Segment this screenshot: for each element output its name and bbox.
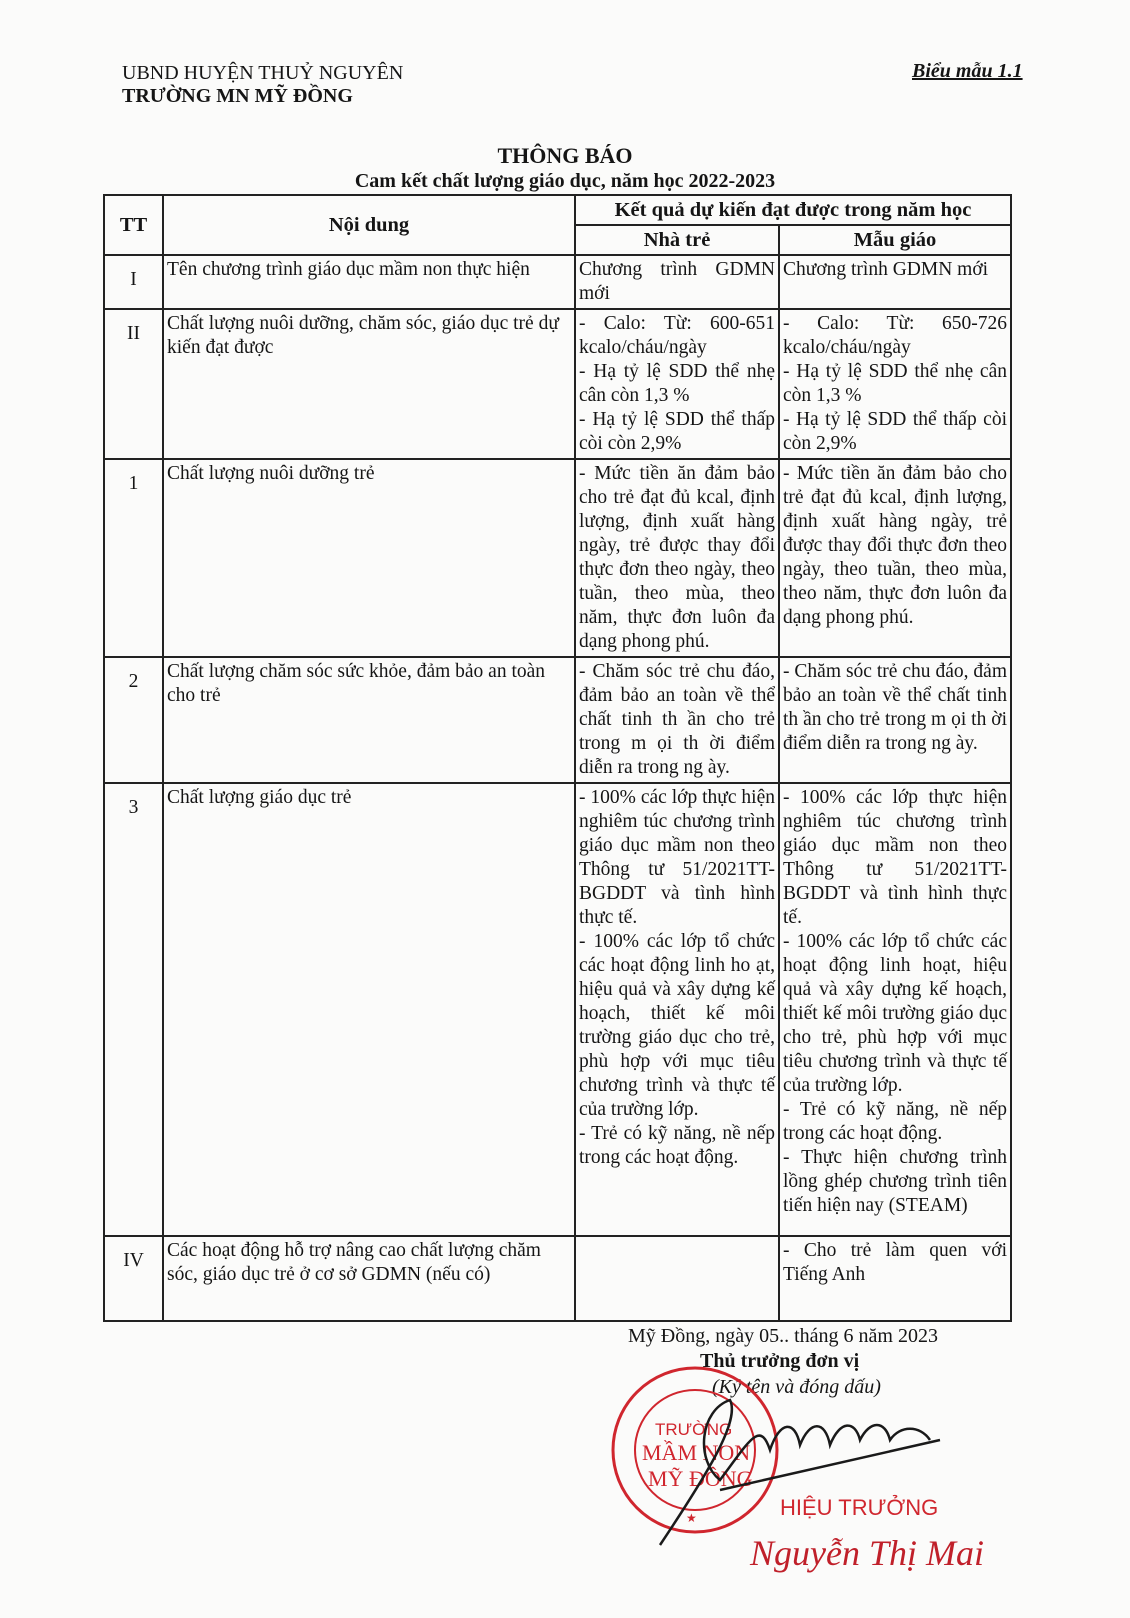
header-content: Nội dung	[163, 195, 575, 255]
school-name: TRƯỜNG MN MỸ ĐỒNG	[122, 85, 353, 107]
document-subtitle: Cam kết chất lượng giáo dục, năm học 2022-2023	[354, 170, 776, 192]
kindergarten-cell	[779, 255, 1011, 309]
kindergarten-item: - Calo: Từ: 650-726 kcalo/cháu/ngày	[783, 313, 1007, 358]
nursery-cell	[575, 459, 779, 657]
kindergarten-item: - Hạ tỷ lệ SDD thể nhẹ cân còn 1,3 %	[783, 361, 1007, 406]
kindergarten-cell	[779, 459, 1011, 657]
table-row	[104, 1236, 1011, 1321]
kindergarten-item: - Cho trẻ làm quen với Tiếng Anh	[783, 1240, 1007, 1285]
kindergarten-item: - 100% các lớp thực hiện nghiêm túc chương trình giáo dục mầm non theo Thông tư 51/2021TT-BGDDT và tình hình thực tế.	[783, 787, 1007, 928]
nursery-cell	[575, 255, 779, 309]
nursery-item: Chương trình GDMN mới	[579, 259, 775, 304]
agency-name: UBND HUYỆN THUỶ NGUYÊN	[122, 62, 404, 84]
principal-title: HIỆU TRƯỞNG	[780, 1495, 939, 1520]
svg-text:MỸ ĐỒNG: MỸ ĐỒNG	[648, 1466, 753, 1491]
kindergarten-item: - Mức tiền ăn đảm bảo cho trẻ đạt đủ kcal, định lượng, định xuất hàng ngày, trẻ được thay đổi thực đơn theo ngày, theo tuần, theo mùa, theo năm, thực đơn luôn đa dạng phong phú.	[783, 463, 1007, 628]
kindergarten-cell	[779, 1236, 1011, 1321]
table-row	[104, 783, 1011, 1236]
kindergarten-item: - Trẻ có kỹ năng, nề nếp trong các hoạt động.	[783, 1099, 1007, 1144]
row-number: 2	[104, 657, 163, 783]
stamp-icon	[613, 1368, 777, 1532]
header-results: Kết quả dự kiến đạt được trong năm học	[575, 195, 1011, 225]
table-row	[104, 657, 1011, 783]
header-nursery: Nhà trẻ	[575, 225, 779, 255]
kindergarten-item: - Chăm sóc trẻ chu đáo, đảm bảo an toàn về thể chất tinh th ần cho trẻ trong m ọi th ời điểm diễn ra trong ng ày.	[783, 661, 1007, 754]
nursery-cell	[575, 309, 779, 459]
row-number: IV	[104, 1236, 163, 1321]
header-kindergarten: Mẫu giáo	[779, 225, 1011, 255]
row-content: Các hoạt động hỗ trợ nâng cao chất lượng chăm sóc, giáo dục trẻ ở cơ sở GDMN (nếu có)	[163, 1236, 575, 1321]
table-row	[104, 255, 1011, 309]
nursery-cell	[575, 657, 779, 783]
table-row	[104, 309, 1011, 459]
form-number: Biểu mẫu 1.1	[912, 60, 1023, 82]
nursery-item: - Chăm sóc trẻ chu đáo, đảm bảo an toàn về thể chất tinh th ần cho trẻ trong m ọi th ời điểm diễn ra trong ng ày.	[579, 661, 775, 778]
nursery-item: - Trẻ có kỹ năng, nề nếp trong các hoạt động.	[579, 1123, 775, 1168]
table-row	[104, 459, 1011, 657]
kindergarten-item: Chương trình GDMN mới	[783, 259, 989, 280]
school-stamp-and-signature	[600, 1340, 1020, 1600]
kindergarten-cell	[779, 783, 1011, 1236]
row-number: 3	[104, 783, 163, 1236]
nursery-item: - Hạ tỷ lệ SDD thể nhẹ cân còn 1,3 %	[579, 361, 775, 406]
commitment-table	[103, 194, 1012, 1322]
nursery-cell	[575, 783, 779, 1236]
row-content: Chất lượng nuôi dưỡng, chăm sóc, giáo dục trẻ dự kiến đạt được	[163, 309, 575, 459]
nursery-item: - Mức tiền ăn đảm bảo cho trẻ đạt đủ kcal, định lượng, định xuất hàng ngày, trẻ được thay đổi thực đơn theo ngày, theo tuần, theo mùa, theo năm, thực đơn luôn đa dạng phong phú.	[579, 463, 775, 652]
nursery-item: - Hạ tỷ lệ SDD thể thấp còi còn 2,9%	[579, 409, 775, 454]
row-content: Chất lượng nuôi dưỡng trẻ	[163, 459, 575, 657]
kindergarten-item: - Hạ tỷ lệ SDD thể thấp còi còn 2,9%	[783, 409, 1007, 454]
svg-text:TRƯỜNG: TRƯỜNG	[655, 1420, 733, 1439]
date-line: Mỹ Đồng, ngày 05.. tháng 6 năm 2023	[628, 1325, 938, 1347]
header-tt: TT	[104, 195, 163, 255]
kindergarten-item: - 100% các lớp tổ chức các hoạt động linh hoạt, hiệu quả và xây dựng kế hoạch, thiết kế môi trường giáo dục cho trẻ, phù hợp với mục tiêu chương trình và thực tế của trường lớp.	[783, 931, 1007, 1096]
nursery-item: - 100% các lớp thực hiện nghiêm túc chương trình giáo dục mầm non theo Thông tư 51/2021TT-BGDDT và tình hình thực tế.	[579, 787, 775, 928]
svg-text:MẦM NON: MẦM NON	[642, 1440, 751, 1465]
head-title: Thủ trưởng đơn vị	[700, 1350, 860, 1372]
document-title: THÔNG BÁO	[497, 143, 633, 168]
row-content: Chất lượng chăm sóc sức khỏe, đảm bảo an toàn cho trẻ	[163, 657, 575, 783]
row-number: I	[104, 255, 163, 309]
nursery-item: - Calo: Từ: 600-651 kcalo/cháu/ngày	[579, 313, 775, 358]
signature-note: (Ký tên và đóng dấu)	[712, 1376, 881, 1398]
svg-text:★: ★	[686, 1511, 697, 1525]
nursery-item: - 100% các lớp tổ chức các hoạt động linh ho ạt, hiệu quả và xây dựng kế hoạch, thiết kế môi trường giáo dục cho trẻ, phù hợp với mục tiêu chương trình và thực tế của trường lớp.	[579, 931, 775, 1120]
row-content: Chất lượng giáo dục trẻ	[163, 783, 575, 1236]
kindergarten-item: - Thực hiện chương trình lồng ghép chương trình tiên tiến hiện nay (STEAM)	[783, 1147, 1007, 1216]
row-number: 1	[104, 459, 163, 657]
issuing-agency	[122, 62, 403, 108]
kindergarten-cell	[779, 309, 1011, 459]
nursery-cell	[575, 1236, 779, 1321]
row-content: Tên chương trình giáo dục mầm non thực hiện	[163, 255, 575, 309]
row-number: II	[104, 309, 163, 459]
kindergarten-cell	[779, 657, 1011, 783]
principal-name: Nguyễn Thị Mai	[750, 1533, 984, 1573]
